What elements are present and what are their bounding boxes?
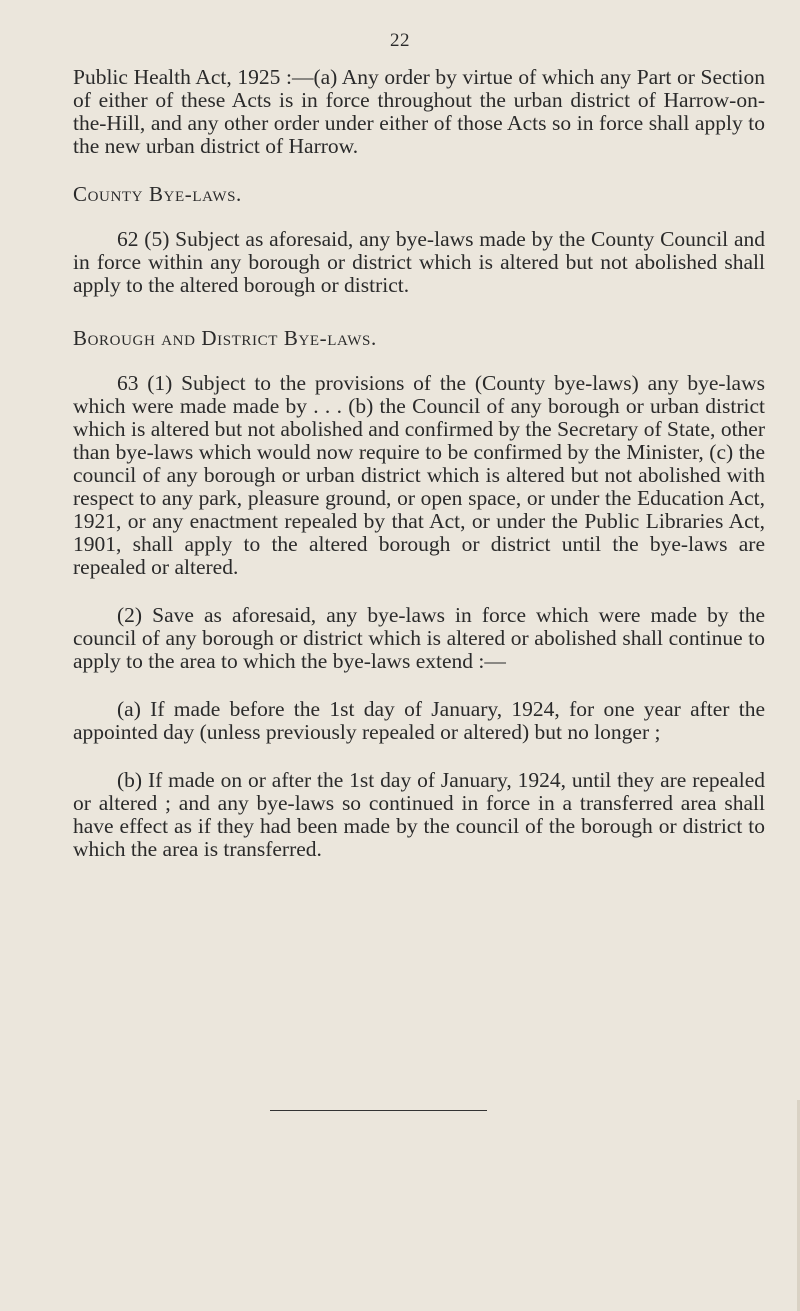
paragraph-clause-a: (a) If made before the 1st day of January, 1924, for one year after the appointed day (unless previously repealed or altered) but no longer ;	[73, 697, 765, 744]
paragraph-public-health-act: Public Health Act, 1925 :—(a) Any order by virtue of which any Part or Section of either of these Acts is in force throughout the urban district of Harrow-on-the-Hill, and any other order under either of those Acts so in force shall apply to the new urban district of Harrow.	[73, 65, 765, 158]
paragraph-section-62: 62 (5) Subject as aforesaid, any bye-laws made by the County Council and in force within any borough or district which is altered but not abolished shall apply to the altered borough or district.	[73, 227, 765, 297]
paragraph-section-63-2: (2) Save as aforesaid, any bye-laws in force which were made by the council of any borough or district which is altered or abolished shall continue to apply to the area to which the bye-laws extend :—	[73, 603, 765, 673]
end-rule	[270, 1110, 487, 1111]
page-number: 22	[390, 30, 410, 51]
heading-county-bye-laws: County Bye-laws.	[73, 182, 242, 206]
paragraph-clause-b: (b) If made on or after the 1st day of January, 1924, until they are repealed or altered ; and any bye-laws so continued in force in a transferred area shall have effect as if they had been made by the council of the borough or district to which the area is transferred.	[73, 768, 765, 861]
paragraph-section-63-1: 63 (1) Subject to the provisions of the (County bye-laws) any bye-laws which were made made by . . . (b) the Council of any borough or urban district which is altered but not abolished and confirmed by the Secretary of State, other than bye-laws which would now require to be confirmed by the Minister, (c) the council of any borough or urban district which is altered but not abolished with respect to any park, pleasure ground, or open space, or under the Education Act, 1921, or any enactment repealed by that Act, or under the Public Libraries Act, 1901, shall apply to the altered borough or district until the bye-laws are repealed or altered.	[73, 371, 765, 579]
page-body	[73, 66, 765, 861]
heading-borough-district-bye-laws: Borough and District Bye-laws.	[73, 326, 377, 350]
